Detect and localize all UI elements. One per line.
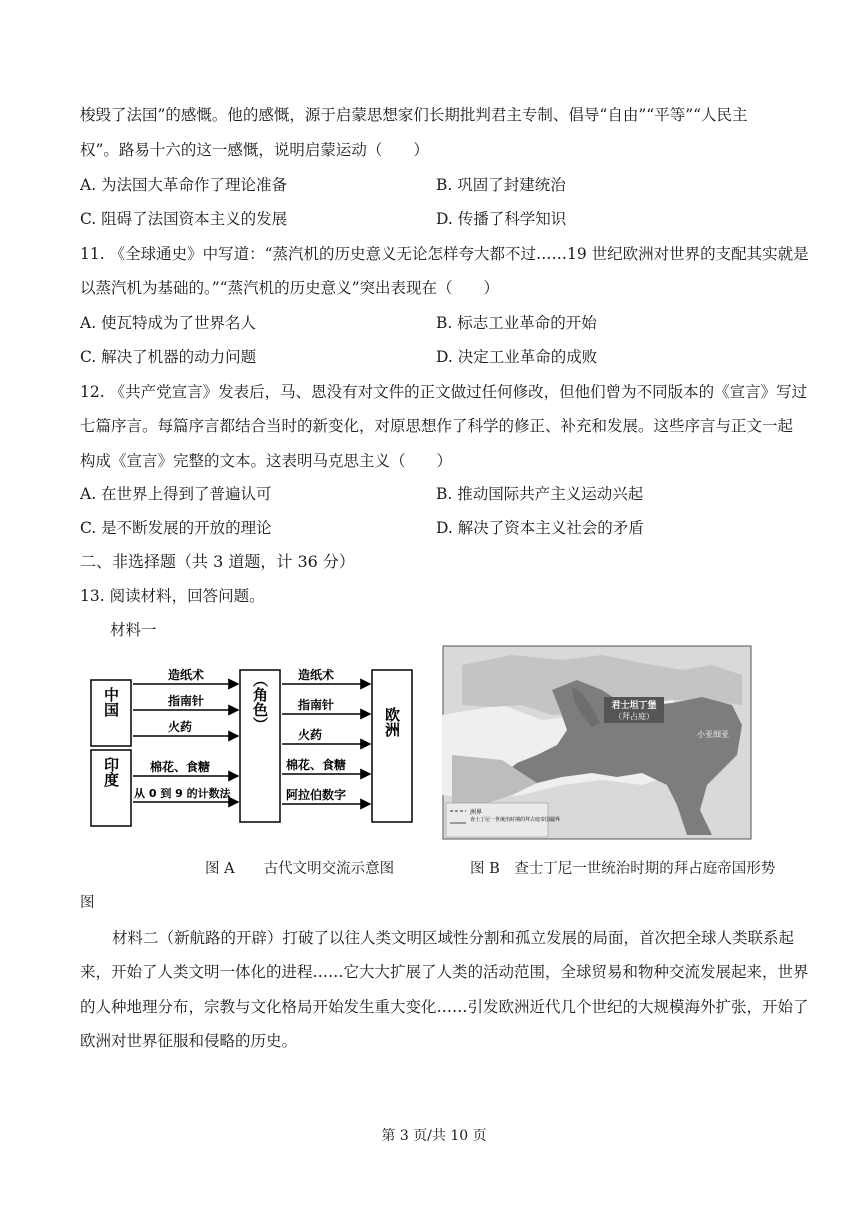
europe-label: 欧洲 — [383, 707, 401, 737]
figure-a-caption: 图 A 古代文明交流示意图 — [205, 861, 395, 877]
left-item-4: 从 0 到 9 的计数法 — [134, 787, 231, 800]
q12-option-b: B. 推动国际共产主义运动兴起 — [436, 485, 644, 503]
q10-option-c: C. 阻碍了法国资本主义的发展 — [80, 210, 288, 228]
left-item-2: 火药 — [168, 720, 193, 734]
section-heading: 二、非选择题（共 3 道题，计 36 分） — [80, 552, 355, 571]
q11-option-c: C. 解决了机器的动力问题 — [80, 348, 257, 366]
right-item-4: 阿拉伯数字 — [286, 788, 347, 802]
q11-option-a: A. 使瓦特成为了世界名人 — [80, 314, 257, 332]
europe-box — [372, 670, 412, 822]
q12-option-c: C. 是不断发展的开放的理论 — [80, 519, 272, 537]
q11-line2: 以蒸汽机为基础的。”“蒸汽机的历史意义”突出表现在（ ） — [80, 279, 500, 297]
city-label: 君士坦丁堡 — [611, 701, 657, 711]
q13-intro: 13. 阅读材料，回答问题。 — [80, 587, 265, 605]
q12-line3: 构成《宣言》完整的文本。这表明马克思主义（ ） — [80, 452, 453, 470]
q12-line2: 七篇序言。每篇序言都结合当时的新变化，对原思想作了科学的修正、补充和发展。这些序言与正文一起 — [80, 417, 794, 435]
material-1-label: 材料一 — [110, 621, 157, 639]
material-2-line4: 欧洲对世界征服和侵略的历史。 — [80, 1032, 298, 1050]
left-item-1: 指南针 — [168, 694, 205, 708]
left-item-0: 造纸术 — [168, 668, 205, 682]
legend-item-1: 洲界 — [470, 809, 483, 816]
q11-option-d: D. 决定工业革命的成败 — [436, 348, 598, 366]
page-number: 第 3 页/共 10 页 — [381, 1128, 487, 1144]
material-2-line3: 的人种地理分布，宗教与文化格局开始发生重大变化……引发欧洲近代几个世纪的大规模海外扩张，开始了 — [80, 998, 809, 1016]
q10-option-b: B. 巩固了封建统治 — [436, 176, 566, 194]
material-2-line1: 材料二（新航路的开辟）打破了以往人类文明区域性分割和孤立发展的局面，首次把全球人类联系起 — [112, 929, 795, 947]
q11-line1: 11. 《全球通史》中写道：“蒸汽机的历史意义无论怎样夸大都不过……19 世纪欧洲对世界的支配其实就是 — [80, 245, 809, 263]
left-item-3: 棉花、食糖 — [150, 760, 211, 774]
legend-item-2: 查士丁尼一世统治时期的拜占庭帝国疆界 — [470, 817, 561, 823]
q10-option-a: A. 为法国大革命作了理论准备 — [80, 176, 288, 194]
figure-b-caption-cont: 图 — [80, 895, 95, 911]
asia-minor-label: 小亚细亚 — [697, 730, 729, 739]
material-2-line2: 来，开始了人类文明一体化的进程……它大大扩展了人类的活动范围，全球贸易和物种交流发展起来，世界 — [80, 963, 809, 981]
q12-option-a: A. 在世界上得到了普遍认可 — [80, 485, 272, 503]
china-label: 中国 — [102, 687, 120, 717]
q10-line2: 权”。路易十六的这一感慨，说明启蒙运动（ ） — [80, 141, 429, 159]
right-item-1: 指南针 — [298, 698, 335, 712]
q12-line1: 12. 《共产党宣言》发表后，马、恩没有对文件的正文做过任何修改，但他们曾为不同版本的《宣言》写过 — [80, 383, 808, 401]
right-item-2: 火药 — [298, 728, 323, 742]
q10-option-d: D. 传播了科学知识 — [436, 210, 567, 228]
right-item-0: 造纸术 — [298, 668, 335, 682]
q11-option-b: B. 标志工业革命的开始 — [436, 314, 597, 332]
right-item-3: 棉花、食糖 — [286, 758, 347, 772]
role-label: （角色） — [251, 672, 269, 732]
city-label-2: （拜占庭） — [614, 712, 654, 721]
q12-option-d: D. 解决了资本主义社会的矛盾 — [436, 519, 644, 537]
figure-a-diagram — [88, 662, 418, 832]
figure-b-caption: 图 B 查士丁尼一世统治时期的拜占庭帝国形势 — [470, 861, 776, 877]
india-label: 印度 — [102, 757, 120, 787]
q10-line1: 梭毁了法国”的感慨。他的感慨，源于启蒙思想家们长期批判君主专制、倡导“自由”“平等”“人民主 — [80, 106, 748, 124]
figure-b-map — [442, 645, 752, 840]
